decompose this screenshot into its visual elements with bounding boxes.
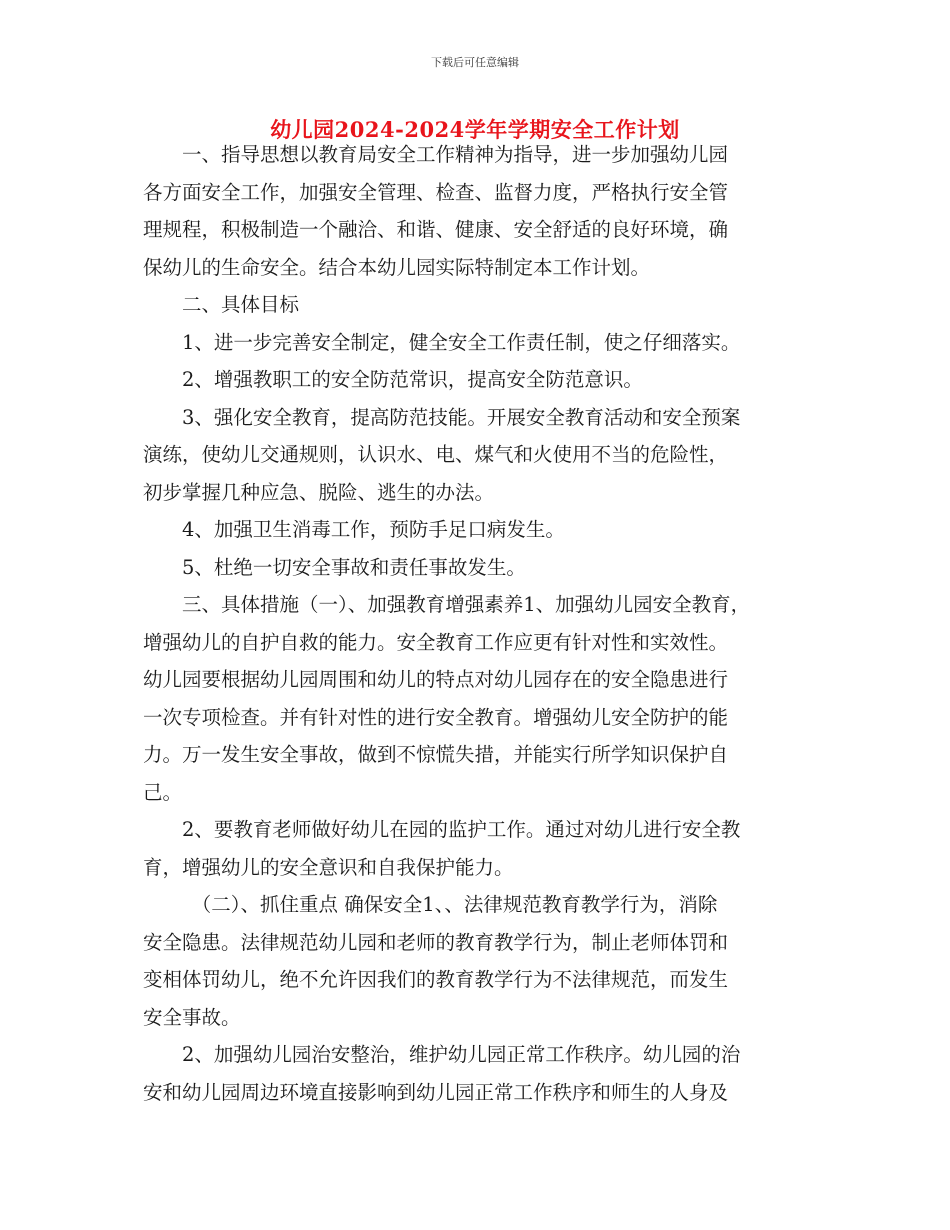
paragraph-goal-2 bbox=[143, 361, 808, 399]
header-note: 下载后可任意编辑 bbox=[431, 56, 519, 69]
paragraph-measures-1 bbox=[143, 586, 808, 811]
text-line: 己。 bbox=[143, 780, 183, 804]
text-line: 育，增强幼儿的安全意识和自我保护能力。 bbox=[143, 855, 514, 879]
text-line: 演练，使幼儿交通规则，认识水、电、煤气和火使用不当的危险性， bbox=[143, 443, 729, 466]
text-line: 2、加强幼儿园治安整治，维护幼儿园正常工作秩序。幼儿园的治 bbox=[182, 1043, 741, 1066]
paragraph-goal-3 bbox=[143, 399, 808, 512]
text-line: 安全事故。 bbox=[143, 1005, 241, 1029]
text-line: 一、指导思想以教育局安全工作精神为指导，进一步加强幼儿园 bbox=[182, 143, 729, 166]
document-body bbox=[143, 136, 808, 1111]
text-line: 安和幼儿园周边环境直接影响到幼儿园正常工作秩序和师生的人身及 bbox=[143, 1080, 729, 1104]
text-line: 理规程，积极制造一个融洽、和谐、健康、安全舒适的良好环境，确 bbox=[143, 218, 729, 241]
text-line: 4、加强卫生消毒工作，预防手足口病发生。 bbox=[182, 518, 565, 541]
text-line: 三、具体措施（一）、加强教育增强素养1、加强幼儿园安全教育， bbox=[182, 593, 751, 616]
text-line: 安全隐患。法律规范幼儿园和老师的教育教学行为，制止老师体罚和 bbox=[143, 930, 729, 954]
text-line: 幼儿园要根据幼儿园周围和幼儿的特点对幼儿园存在的安全隐患进行 bbox=[143, 668, 729, 691]
text-line: 2、要教育老师做好幼儿在园的监护工作。通过对幼儿进行安全教 bbox=[182, 818, 741, 841]
document-title: 幼儿园2024-2024学年学期安全工作计划 bbox=[270, 117, 680, 142]
text-line: 保幼儿的生命安全。结合本幼儿园实际特制定本工作计划。 bbox=[143, 255, 651, 279]
paragraph-goal-4 bbox=[143, 511, 808, 549]
paragraph-measures-2 bbox=[143, 811, 808, 886]
text-line: 3、强化安全教育，提高防范技能。开展安全教育活动和安全预案 bbox=[182, 405, 741, 429]
text-line: 1、进一步完善安全制定，健全安全工作责任制，使之仔细落实。 bbox=[182, 330, 741, 354]
text-line: 2、增强教职工的安全防范常识，提高安全防范意识。 bbox=[182, 368, 643, 391]
paragraph-goal-1 bbox=[143, 324, 808, 362]
text-line: 5、杜绝一切安全事故和责任事故发生。 bbox=[182, 555, 526, 579]
paragraph-guiding-ideology bbox=[143, 136, 808, 286]
text-line: 一次专项检查。并有针对性的进行安全教育。增强幼儿安全防护的能 bbox=[143, 705, 729, 729]
text-line: 初步掌握几种应急、脱险、逃生的办法。 bbox=[143, 480, 495, 504]
text-line: 变相体罚幼儿，绝不允许因我们的教育教学行为不法律规范，而发生 bbox=[143, 968, 729, 991]
paragraph-goal-5 bbox=[143, 549, 808, 587]
paragraph-specific-goals-heading bbox=[143, 286, 808, 324]
text-line: 二、具体目标 bbox=[182, 293, 300, 316]
text-line: （二）、抓住重点 确保安全1、、法律规范教育教学行为，消除 bbox=[191, 893, 718, 916]
paragraph-focus-safety bbox=[143, 886, 808, 1036]
text-line: 力。万一发生安全事故，做到不惊慌失措，并能实行所学知识保护自 bbox=[143, 743, 729, 766]
paragraph-public-order bbox=[143, 1036, 808, 1111]
text-line: 各方面安全工作，加强安全管理、检查、监督力度，严格执行安全管 bbox=[143, 180, 729, 204]
text-line: 增强幼儿的自护自救的能力。安全教育工作应更有针对性和实效性。 bbox=[143, 630, 729, 654]
